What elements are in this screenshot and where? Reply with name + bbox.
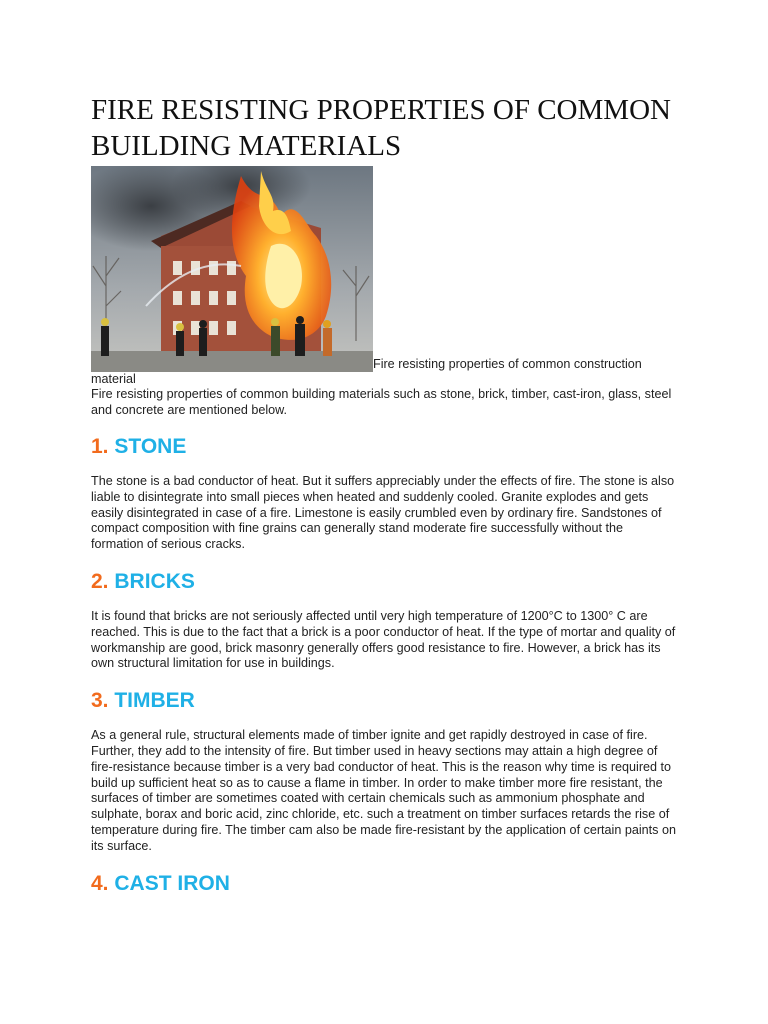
section-timber bbox=[91, 688, 676, 854]
section-number: 2. bbox=[91, 569, 109, 593]
section-number: 4. bbox=[91, 871, 109, 895]
section-number: 1. bbox=[91, 435, 109, 458]
image-caption: Fire resisting properties of common construction material bbox=[91, 357, 642, 386]
section-heading bbox=[91, 871, 676, 897]
figure-block bbox=[91, 166, 676, 387]
section-heading bbox=[91, 688, 676, 714]
document-title: FIRE RESISTING PROPERTIES OF COMMON BUILDING MATERIALS bbox=[91, 94, 671, 162]
burning-building-photo bbox=[91, 166, 373, 372]
section-bricks bbox=[91, 569, 676, 672]
intro-paragraph: Fire resisting properties of common building materials such as stone, brick, timber, cast-iron, glass, steel and concrete are mentioned below. bbox=[91, 387, 672, 417]
section-stone bbox=[91, 434, 676, 553]
section-number: 3. bbox=[91, 689, 109, 713]
section-title: BRICKS bbox=[114, 569, 195, 593]
section-title: CAST IRON bbox=[114, 871, 230, 895]
section-title: STONE bbox=[114, 435, 187, 458]
section-title: TIMBER bbox=[114, 689, 195, 713]
section-cast-iron bbox=[91, 871, 676, 897]
section-body: It is found that bricks are not seriously affected until very high temperature of 1200°C to 1300° C are reached. This is due to the fact that a brick is a poor conductor of heat. If the type of mortar and quality of workmanship are good, brick masonry generally offers good resistance to fire. However, a brick has its own structural limitation for use in buildings. bbox=[91, 608, 676, 671]
document-page bbox=[91, 92, 676, 911]
section-heading bbox=[91, 434, 676, 460]
section-body: The stone is a bad conductor of heat. But it suffers appreciably under the effects of fire. The stone is also liable to disintegrate into small pieces when heated and suddenly cooled. Granite explodes and gets easily disintegrated in case of a fire. Limestone is easily crumbled even by ordinary fire. Sandstones of compact composition with fine grains can generally stand moderate fire successfully without the formation of serious cracks. bbox=[91, 474, 675, 552]
section-body: As a general rule, structural elements made of timber ignite and get rapidly destroyed in case of fire. Further, they add to the intensity of fire. But timber used in heavy sections may attain a high degree of fire-resistance because timber is a very bad conductor of heat. This is the reason why time is required to build up sufficient heat so as to cause a flame in timber. In order to make timber more fire resistant, the surfaces of timber are sometimes coated with certain chemicals such as ammonium phosphate and sulphate, borax and boric acid, zinc chloride, etc. such a treatment on timber surfaces retards the rise of temperature during fire. The timber cam also be made fire-resistant by the application of certain paints on its surface. bbox=[91, 728, 676, 853]
section-heading bbox=[91, 569, 676, 595]
